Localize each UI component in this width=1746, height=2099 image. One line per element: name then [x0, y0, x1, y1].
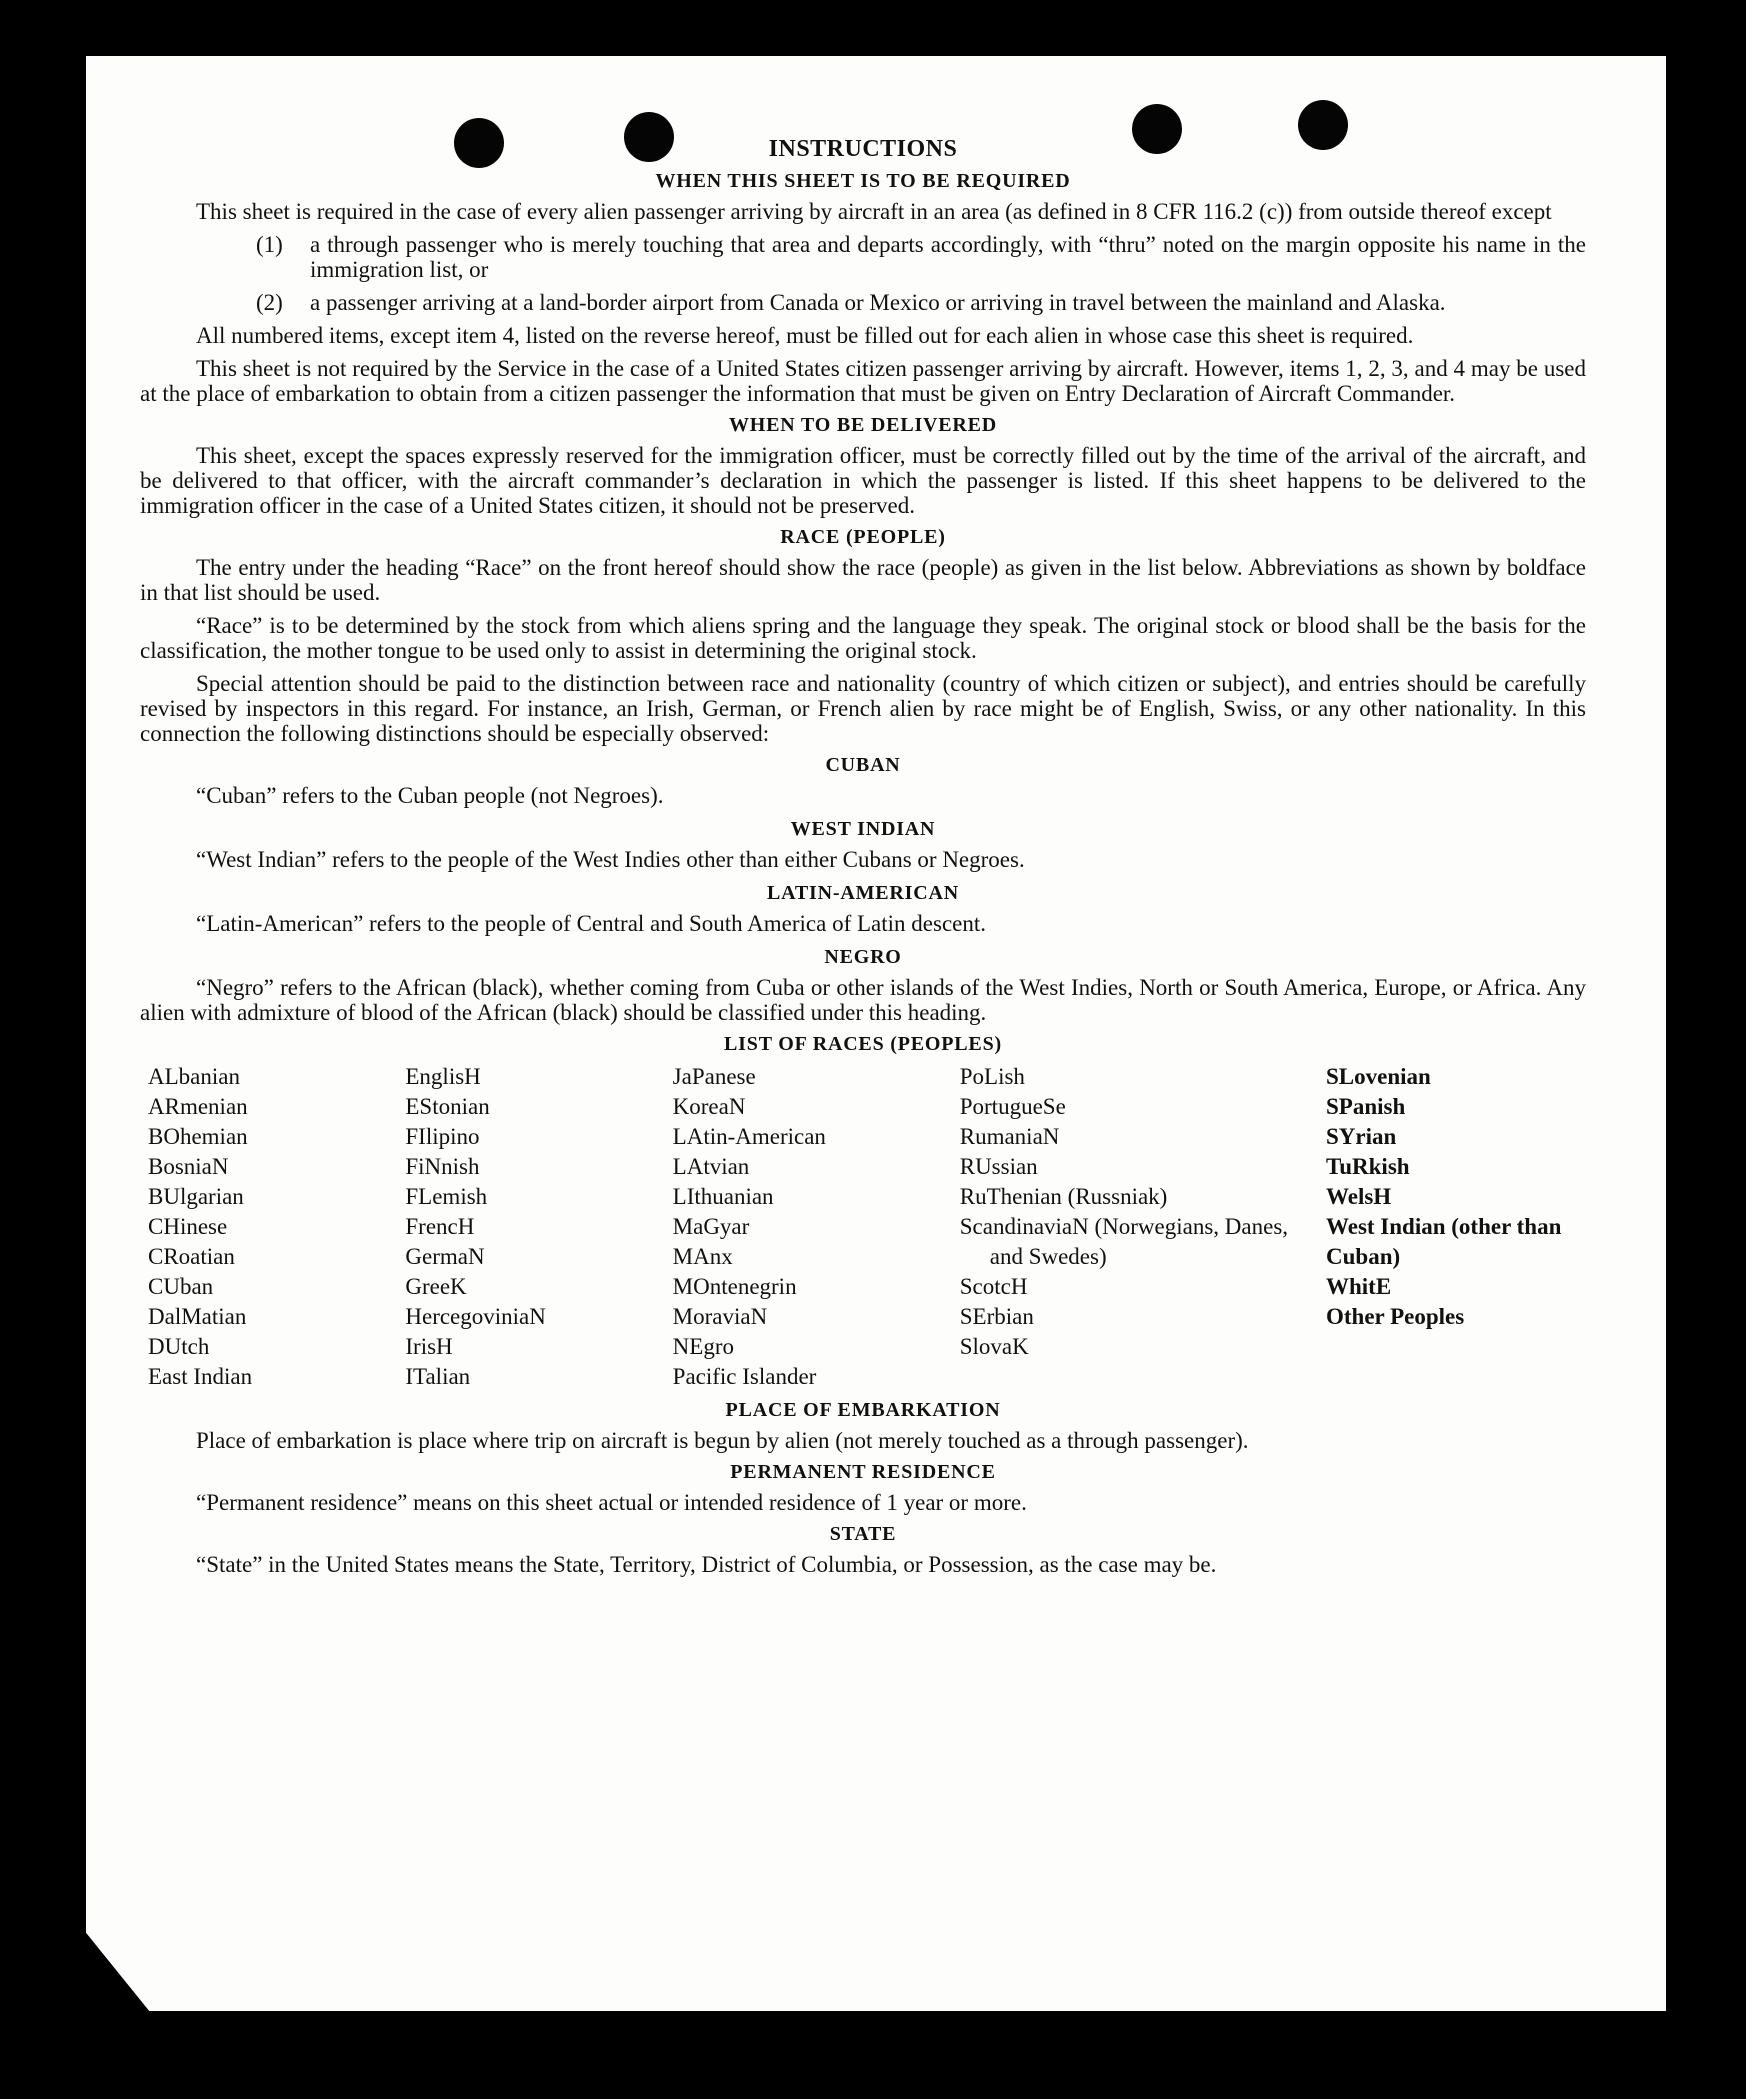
definition: “Latin-American” refers to the people of Central and South America of Latin descent. [196, 911, 986, 936]
race-entry: MOntenegrin [672, 1274, 797, 1299]
race-entry: ITalian [405, 1364, 471, 1389]
race-column [673, 1062, 960, 1392]
exception-item [140, 290, 1586, 315]
paragraph: Special attention should be paid to the distinction between race and nationality (country of which citizen or subject), and entries should be carefully revised by inspectors in this regard. For instance, an Irish, German, or French alien by race might be of English, Swiss, or any other nationality. In this connection the following distinctions should be especially observed: [140, 671, 1586, 746]
race-entry: BosniaN [148, 1154, 229, 1179]
race-entry: NEgro [672, 1334, 734, 1359]
race-entry: ScandinaviaN (Norwegians, Danes, and Swedes) [959, 1214, 1289, 1269]
section-heading: WEST INDIAN [790, 818, 936, 840]
race-entry: East Indian [148, 1364, 253, 1389]
paragraph: “Permanent residence” means on this sheet actual or intended residence of 1 year or more. [196, 1490, 1027, 1515]
race-entry: SlovaK [959, 1334, 1029, 1359]
race-entry: MaGyar [672, 1214, 750, 1239]
race-entry: FiNnish [405, 1154, 480, 1179]
race-column [960, 1062, 1326, 1392]
race-entry: LAtvian [672, 1154, 750, 1179]
paragraph: This sheet is required in the case of every alien passenger arriving by aircraft in an area (as defined in 8 CFR 116.2 (c)) from outside thereof except [196, 199, 1552, 224]
race-entry: CUban [148, 1274, 214, 1299]
paragraph: The entry under the heading “Race” on the front hereof should show the race (people) as given in the list below. Abbreviations as shown by boldface in that list should be used. [140, 555, 1586, 605]
race-list [148, 1062, 1586, 1392]
race-entry: IrisH [405, 1334, 453, 1359]
race-entry: CRoatian [148, 1244, 235, 1269]
race-entry: SLovenian [1326, 1064, 1431, 1089]
race-entry: PortugueSe [959, 1094, 1066, 1119]
exception-item [140, 232, 1586, 282]
paragraph: This sheet is not required by the Service in the case of a United States citizen passenger arriving by aircraft. However, items 1, 2, 3, and 4 may be used at the place of embarkation to obtain from a citizen passenger the information that must be given on Entry Declaration of Aircraft Commander. [140, 356, 1586, 406]
race-entry: WhitE [1326, 1274, 1392, 1299]
section-heading: STATE [829, 1523, 897, 1545]
race-entry: ARmenian [148, 1094, 248, 1119]
race-entry: FIlipino [405, 1124, 480, 1149]
race-entry: WelsH [1326, 1184, 1392, 1209]
section-heading: CUBAN [825, 754, 901, 776]
race-entry: DalMatian [148, 1304, 247, 1329]
section-heading: NEGRO [824, 946, 902, 968]
paragraph: Place of embarkation is place where trip on aircraft is begun by alien (not merely touched as a through passenger). [196, 1428, 1249, 1453]
race-entry: TuRkish [1326, 1154, 1410, 1179]
item-text: a through passenger who is merely touching that area and departs accordingly, with “thru” noted on the margin opposite his name in the immigration list, or [310, 232, 1586, 282]
race-entry: RUssian [959, 1154, 1038, 1179]
race-entry: CHinese [148, 1214, 228, 1239]
race-column [148, 1062, 405, 1392]
page-title: INSTRUCTIONS [768, 136, 958, 162]
race-entry: LAtin-American [672, 1124, 826, 1149]
race-entry: BUlgarian [148, 1184, 244, 1209]
paragraph: “State” in the United States means the State, Territory, District of Columbia, or Possession, as the case may be. [196, 1552, 1217, 1577]
race-entry: HercegoviniaN [405, 1304, 546, 1329]
race-entry: Other Peoples [1326, 1304, 1465, 1329]
race-entry: FrencH [405, 1214, 475, 1239]
race-entry: SErbian [959, 1304, 1034, 1329]
race-entry: PoLish [959, 1064, 1025, 1089]
race-entry: RuThenian (Russniak) [959, 1184, 1168, 1209]
item-number: (1) [256, 232, 283, 257]
paragraph: “Race” is to be determined by the stock from which aliens spring and the language they speak. The original stock or blood shall be the basis for the classification, the mother tongue to be used only to assist in determining the original stock. [140, 613, 1586, 663]
race-entry: MoraviaN [672, 1304, 768, 1329]
race-entry: LIthuanian [672, 1184, 774, 1209]
section-heading: PERMANENT RESIDENCE [730, 1461, 996, 1483]
section-heading: WHEN TO BE DELIVERED [728, 414, 998, 436]
definition: “Cuban” refers to the Cuban people (not Negroes). [196, 783, 664, 808]
item-number: (2) [256, 290, 283, 315]
race-column [405, 1062, 672, 1392]
race-entry: EStonian [405, 1094, 490, 1119]
race-entry: SYrian [1326, 1124, 1397, 1149]
paragraph: All numbered items, except item 4, listed on the reverse hereof, must be filled out for each alien in whose case this sheet is required. [196, 323, 1414, 348]
section-heading: PLACE OF EMBARKATION [725, 1399, 1001, 1421]
section-heading: LATIN-AMERICAN [767, 882, 959, 904]
race-entry: ScotcH [959, 1274, 1028, 1299]
race-column [1326, 1062, 1586, 1392]
section-heading: RACE (PEOPLE) [780, 526, 946, 548]
race-entry: EnglisH [405, 1064, 481, 1089]
paragraph: This sheet, except the spaces expressly reserved for the immigration officer, must be correctly filled out by the time of the arrival of the aircraft, and be delivered to that officer, with the aircraft commander’s declaration in which the passenger is listed. If this sheet happens to be delivered to the immigration officer in the case of a United States citizen, it should not be preserved. [140, 443, 1586, 518]
item-text: a passenger arriving at a land-border airport from Canada or Mexico or arriving in travel between the mainland and Alaska. [310, 290, 1446, 315]
race-entry: DUtch [148, 1334, 210, 1359]
race-entry: FLemish [405, 1184, 488, 1209]
instructions-content [140, 136, 1586, 1585]
race-entry: West Indian (other than Cuban) [1326, 1214, 1562, 1269]
race-entry: GermaN [405, 1244, 485, 1269]
race-entry: SPanish [1326, 1094, 1406, 1119]
paragraph: “Negro” refers to the African (black), whether coming from Cuba or other islands of the West Indies, North or South America, Europe, or Africa. Any alien with admixture of blood of the African (black) should be classified under this heading. [140, 975, 1586, 1025]
section-heading: WHEN THIS SHEET IS TO BE REQUIRED [655, 170, 1071, 192]
race-entry: Pacific Islander [672, 1364, 817, 1389]
section-heading: LIST OF RACES (PEOPLES) [724, 1033, 1002, 1055]
race-entry: ALbanian [148, 1064, 240, 1089]
definition: “West Indian” refers to the people of the West Indies other than either Cubans or Negroes. [196, 847, 1025, 872]
race-entry: MAnx [672, 1244, 733, 1269]
race-entry: BOhemian [148, 1124, 248, 1149]
race-entry: KoreaN [672, 1094, 746, 1119]
race-entry: RumaniaN [959, 1124, 1060, 1149]
race-entry: GreeK [405, 1274, 467, 1299]
race-entry: JaPanese [672, 1064, 756, 1089]
